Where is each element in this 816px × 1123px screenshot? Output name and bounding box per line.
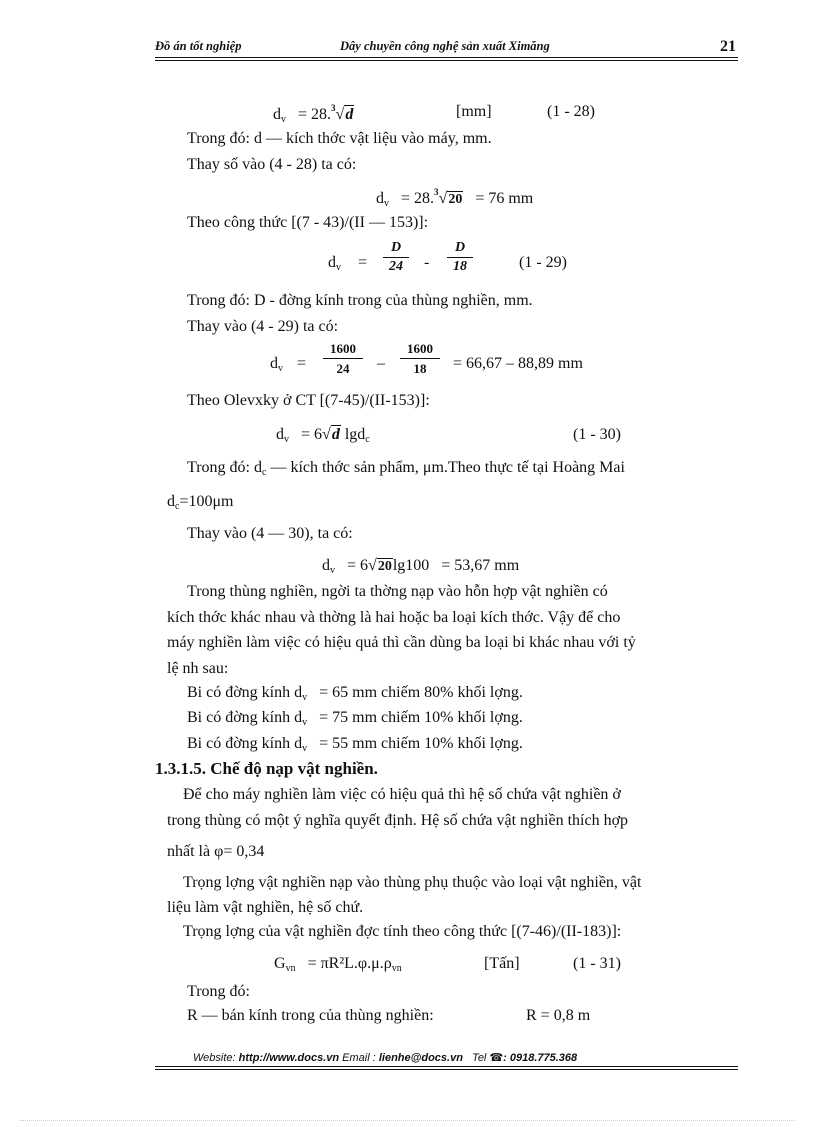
header-center: Dây chuyền công nghệ sản xuất Ximăng	[340, 39, 550, 53]
eq-lhs-sub: v	[330, 565, 335, 576]
paragraph-line: Trong thùng nghiền, ngời ta thờng nạp vào hỗn hợp vật nghiền có	[187, 583, 608, 600]
text-segment: Bi có đờng kính d	[187, 735, 303, 752]
header-rule-top	[155, 57, 738, 58]
fraction-1600-18	[400, 341, 440, 377]
eq-lhs: d	[273, 106, 281, 123]
phone-icon: ☎	[489, 1052, 504, 1064]
numerator: D	[447, 240, 473, 258]
eq-equals: =	[358, 254, 368, 271]
footer-rule-bottom	[155, 1069, 738, 1070]
text-segment: Bi có đờng kính d	[187, 709, 303, 726]
text-line: Theo Olevxky ở CT [(7-45)/(II-153)]:	[187, 392, 430, 409]
equation-4	[270, 355, 283, 374]
paragraph-line: Trọng lợng vật nghiền nạp vào thùng phụ thuộc vào loại vật nghiền, vật	[183, 874, 642, 891]
footer-tel: : 0918.775.368	[503, 1052, 578, 1064]
radicand: d	[345, 106, 354, 123]
page-edge-divider	[20, 1120, 796, 1121]
paragraph-line: kích thớc khác nhau và thờng là hai hoặc ba loại kích thớc. Vậy để cho	[167, 609, 621, 626]
section-title: 1.3.1.5. Chế độ nạp vật nghiền.	[155, 759, 378, 778]
text-segment: Trong đó: d	[187, 459, 262, 476]
equation-1-31	[274, 955, 402, 974]
text-sub: c	[175, 501, 180, 512]
text-line: Trong đó: d — kích thớc vật liệu vào máy, mm.	[187, 130, 492, 147]
paragraph-line: máy nghiền làm việc có hiệu quả thì cần dùng ba loại bi khác nhau với tỷ	[167, 634, 636, 651]
equation-1-30: $d_v$ = 6√d lgd$_c$	[276, 426, 370, 445]
text-segment: =100μm	[179, 493, 234, 510]
numerator: D	[383, 240, 409, 258]
eq-lhs-sub: v	[278, 363, 283, 374]
text-segment: = 65 mm chiếm 80% khối lợng.	[319, 684, 523, 701]
eq-tail: lg100	[392, 557, 430, 574]
fraction-1600-24	[323, 341, 363, 377]
footer	[193, 1051, 577, 1064]
equation-2: $d_v$ = 28.$^3$√20 = 76 mm	[376, 187, 534, 209]
eq-lhs: d	[322, 557, 330, 574]
text-line: Theo công thức [(7 - 43)/(II — 153)]:	[187, 214, 429, 231]
footer-tel-label: Tel	[472, 1052, 487, 1064]
eq-equals: =	[297, 355, 307, 372]
numerator: 1600	[400, 341, 440, 359]
header-rule-bottom	[155, 60, 738, 61]
footer-rule-top	[155, 1066, 738, 1067]
radicand: d	[331, 426, 340, 443]
list-item	[187, 684, 523, 703]
eq-lhs-sub: v	[336, 262, 341, 273]
denominator: 24	[389, 259, 403, 274]
text-line	[187, 459, 625, 478]
text-sub: c	[261, 467, 267, 478]
text-value: R = 0,8 m	[526, 1007, 591, 1024]
text-segment: — kích thớc sản phẩm, μm.Theo thực tế tại Hoàng Mai	[270, 459, 625, 476]
eq-lhs: d	[328, 254, 336, 271]
text-sub: v	[302, 692, 308, 703]
eq-coef: = 6	[301, 426, 323, 443]
header-left: Đồ án tốt nghiệp	[155, 39, 242, 53]
eq-ref: (1 - 31)	[573, 955, 621, 972]
root-index: 3	[434, 187, 439, 197]
denominator: 24	[336, 361, 350, 376]
eq-coef: = 28.	[401, 190, 435, 207]
text-line: Thay vào (4 - 29) ta có:	[187, 318, 339, 335]
eq-ref: (1 - 30)	[573, 426, 621, 443]
eq-lhs-sub: v	[284, 434, 289, 445]
footer-email-link[interactable]: lienhe@docs.vn	[378, 1052, 463, 1064]
eq-tail: lgd	[344, 426, 366, 443]
eq-lhs: d	[270, 355, 278, 372]
eq-lhs-sub: v	[281, 114, 286, 125]
eq-result: = 53,67 mm	[441, 557, 520, 574]
radicand: 20	[448, 192, 463, 207]
eq-lhs: d	[376, 190, 384, 207]
text-line: Thay số vào (4 - 28) ta có:	[187, 156, 357, 173]
fraction-d-24	[383, 240, 409, 275]
eq-result: = 66,67 – 88,89 mm	[453, 355, 583, 372]
numerator: 1600	[323, 341, 363, 359]
text-line: Trong đó: D - đờng kính trong của thùng nghiền, mm.	[187, 292, 533, 309]
text-sub: v	[302, 743, 308, 754]
denominator: 18	[453, 259, 467, 274]
eq-tail-sub: c	[365, 434, 370, 445]
denominator: 18	[413, 361, 427, 376]
radicand: 20	[377, 559, 392, 574]
eq-result: = 76 mm	[475, 190, 534, 207]
root-index: 3	[331, 103, 336, 113]
text-line: R — bán kính trong của thùng nghiền:	[187, 1007, 434, 1024]
eq-rhs-sub: vn	[391, 963, 402, 974]
text-segment: Bi có đờng kính d	[187, 684, 303, 701]
eq-lhs-sub: v	[384, 198, 389, 209]
paragraph-line: nhất là φ= 0,34	[167, 843, 265, 860]
paragraph-line: liệu làm vật nghiền, hệ số chứ.	[167, 899, 364, 916]
paragraph-line: lệ nh sau:	[167, 660, 229, 677]
text-line: Thay vào (4 — 30), ta có:	[187, 525, 353, 542]
eq-minus: -	[424, 254, 430, 271]
list-item	[187, 709, 523, 728]
eq-ref: (1 - 28)	[547, 103, 595, 120]
eq-unit: [mm]	[456, 103, 492, 120]
eq-coef: = 28.	[298, 106, 332, 123]
eq-ref: (1 - 29)	[519, 254, 567, 271]
list-item	[187, 735, 523, 754]
text-sub: v	[302, 717, 308, 728]
paragraph-line: trong thùng có một ý nghĩa quyết định. Hệ số chứa vật nghiền thích hợp	[167, 812, 629, 829]
page-number: 21	[720, 38, 736, 55]
eq-rhs: = πR²L.φ.μ.ρ	[307, 955, 392, 972]
text-segment: = 55 mm chiếm 10% khối lợng.	[319, 735, 523, 752]
equation-1-29	[328, 254, 341, 273]
paragraph-line: Trọng lợng của vật nghiền đợc tính theo công thức [(7-46)/(II-183)]:	[183, 923, 622, 940]
text-line: Trong đó:	[187, 983, 250, 1000]
eq-lhs: G	[274, 955, 286, 972]
eq-lhs-sub: vn	[285, 963, 296, 974]
footer-email-label: Email :	[342, 1052, 376, 1064]
fraction-d-18	[447, 240, 473, 275]
text-segment: = 75 mm chiếm 10% khối lợng.	[319, 709, 523, 726]
text-line	[167, 493, 234, 512]
eq-coef: = 6	[347, 557, 369, 574]
equation-1-28: $d_v$ = 28.$^3$√d	[273, 103, 354, 125]
footer-website-link[interactable]: http://www.docs.vn	[238, 1052, 340, 1064]
eq-minus: –	[377, 355, 385, 372]
equation-6: $d_v$ = 6√20lg100 = 53,67 mm	[322, 557, 520, 576]
paragraph-line: Để cho máy nghiền làm việc có hiệu quả thì hệ số chứa vật nghiền ở	[183, 786, 621, 803]
text-segment: d	[167, 493, 175, 510]
eq-lhs: d	[276, 426, 284, 443]
eq-unit: [Tấn]	[484, 955, 520, 972]
footer-website-label: Website:	[193, 1052, 236, 1064]
